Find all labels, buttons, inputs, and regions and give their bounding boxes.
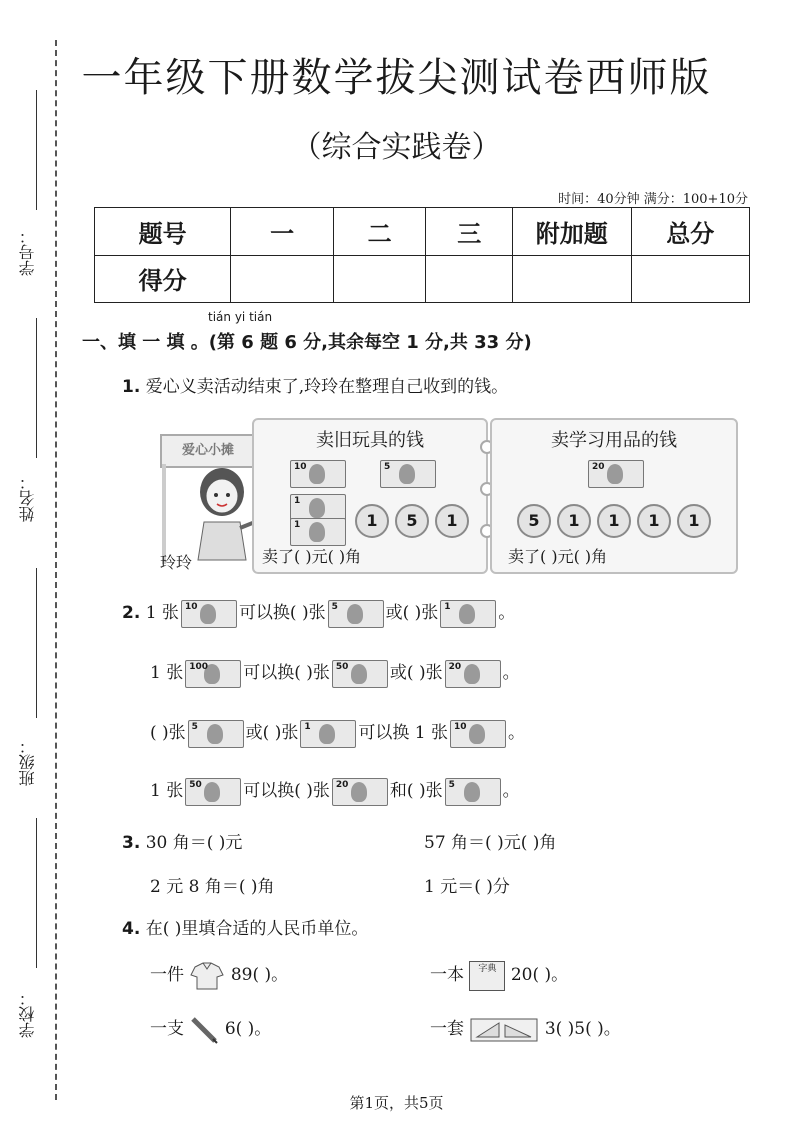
- score-input-cell[interactable]: [426, 255, 513, 303]
- table-cell: 一: [231, 208, 334, 256]
- name-line[interactable]: [36, 318, 37, 458]
- question-3-d[interactable]: 1 元＝( )分: [424, 877, 510, 897]
- answer-blank[interactable]: 卖了( )元( )角: [508, 547, 608, 566]
- text: 一件: [150, 965, 184, 985]
- question-4-a: [150, 960, 288, 991]
- score-input-cell[interactable]: [231, 255, 334, 303]
- text: 1 张: [145, 603, 179, 623]
- text: 。: [502, 781, 520, 801]
- question-4: [122, 914, 368, 939]
- question-number: 1.: [122, 377, 141, 397]
- shirt-icon: [189, 961, 225, 991]
- coin-row: [514, 504, 714, 538]
- stall-post: [162, 464, 166, 564]
- coin: 1: [597, 504, 631, 538]
- answer-blank[interactable]: 或( )张: [385, 603, 439, 623]
- banknote: 10: [288, 460, 348, 488]
- panel-title: 卖学习用品的钱: [551, 430, 677, 451]
- panel-title: 卖旧玩具的钱: [316, 430, 424, 451]
- banknote: 5: [378, 460, 438, 488]
- answer-blank[interactable]: 3( )5( )。: [544, 1019, 621, 1039]
- banknote: 5: [188, 720, 244, 748]
- answer-blank[interactable]: 20( )。: [510, 965, 569, 985]
- table-cell: 三: [426, 208, 513, 256]
- question-3-b[interactable]: 57 角＝( )元( )角: [424, 833, 557, 853]
- question-3-a[interactable]: [122, 828, 242, 853]
- answer-blank[interactable]: 可以换( )张: [243, 663, 330, 683]
- section-heading: 一、填 一 填 。(第 6 题 6 分,其余每空 1 分,共 33 分): [82, 332, 532, 353]
- table-row: [95, 255, 750, 303]
- coin: 1: [557, 504, 591, 538]
- banknote: 50: [185, 778, 241, 806]
- score-input-cell[interactable]: [513, 255, 631, 303]
- name-label: 姓名：: [18, 474, 37, 522]
- student-id-label: 学号：: [18, 228, 37, 276]
- page-title: 一年级下册数学拔尖测试卷西师版: [81, 55, 712, 101]
- ruler-set-icon: [469, 1015, 539, 1045]
- banknote: 10: [181, 600, 237, 628]
- question-2-line-4: [150, 776, 520, 806]
- banknote: 20: [445, 660, 501, 688]
- question-text: 在( )里填合适的人民币单位。: [145, 919, 369, 939]
- text: 一套: [430, 1019, 464, 1039]
- toy-money-panel: [252, 418, 488, 574]
- question-2-line-3: [150, 718, 525, 748]
- question-number: 3.: [122, 833, 141, 853]
- answer-blank[interactable]: 和( )张: [389, 781, 443, 801]
- coin: 5: [395, 504, 429, 538]
- question-number: 2.: [122, 603, 141, 623]
- question-4-c: [150, 1014, 271, 1045]
- supplies-money-panel: [490, 418, 738, 574]
- pencil-icon: [189, 1015, 219, 1045]
- class-line[interactable]: [36, 568, 37, 718]
- text: 。: [507, 723, 525, 743]
- coin: 1: [637, 504, 671, 538]
- text: 。: [502, 663, 520, 683]
- text: 1 张: [150, 781, 184, 801]
- score-table: [94, 207, 750, 303]
- answer-blank[interactable]: 可以换( )张: [238, 603, 326, 623]
- text: 一本: [430, 965, 464, 985]
- table-cell: 总分: [631, 208, 749, 256]
- answer-blank[interactable]: 或( )张: [389, 663, 443, 683]
- banknote: 1: [300, 720, 356, 748]
- dictionary-icon: 字典: [469, 961, 505, 991]
- score-input-cell[interactable]: [333, 255, 426, 303]
- question-1: [122, 372, 508, 397]
- answer-blank[interactable]: 可以换( )张: [243, 781, 330, 801]
- student-id-line[interactable]: [36, 90, 37, 210]
- text: 可以换 1 张: [358, 723, 448, 743]
- banknote: 100: [185, 660, 241, 688]
- banknote: 50: [332, 660, 388, 688]
- answer-blank[interactable]: 30 角＝( )元: [145, 833, 243, 853]
- coin: 1: [355, 504, 389, 538]
- answer-blank[interactable]: 或( )张: [245, 723, 299, 743]
- question-3-c[interactable]: 2 元 8 角＝( )角: [150, 877, 275, 897]
- table-row: [95, 208, 750, 256]
- question-4-b: [430, 960, 568, 991]
- banknote: 20: [332, 778, 388, 806]
- banknote: 5: [328, 600, 384, 628]
- question-text: 爱心义卖活动结束了,玲玲在整理自己收到的钱。: [145, 377, 509, 397]
- answer-blank[interactable]: ( )张: [150, 723, 186, 743]
- answer-blank[interactable]: 卖了( )元( )角: [262, 547, 362, 566]
- answer-blank[interactable]: 89( )。: [230, 965, 289, 985]
- answer-blank[interactable]: 6( )。: [224, 1019, 272, 1039]
- table-cell: 题号: [95, 208, 231, 256]
- coin: 5: [517, 504, 551, 538]
- question-number: 4.: [122, 919, 141, 939]
- school-label: 学校：: [18, 990, 37, 1038]
- page-subtitle: （综合实践卷）: [291, 130, 502, 165]
- banknote: 5: [445, 778, 501, 806]
- page-footer: 第1页，共5页: [349, 1094, 444, 1112]
- table-cell: 得分: [95, 255, 231, 303]
- banknote: 1: [288, 494, 348, 522]
- text: 一支: [150, 1019, 184, 1039]
- school-line[interactable]: [36, 818, 37, 968]
- banknote: 1: [288, 518, 348, 546]
- coin: 1: [435, 504, 469, 538]
- girl-name: 玲玲: [160, 553, 193, 572]
- score-input-cell[interactable]: [631, 255, 749, 303]
- table-cell: 二: [333, 208, 426, 256]
- charity-sign: 爱心小摊: [160, 434, 256, 468]
- coin: 1: [677, 504, 711, 538]
- class-label: 班级：: [18, 738, 37, 786]
- question-2-line-1: [122, 598, 515, 628]
- text: 。: [498, 603, 516, 623]
- exam-meta: 时间：40分钟 满分：100+10分: [558, 192, 748, 207]
- banknote: 1: [440, 600, 496, 628]
- table-cell: 附加题: [513, 208, 631, 256]
- question-2-line-2: [150, 658, 520, 688]
- binding-line: [55, 40, 57, 1100]
- text: 1 张: [150, 663, 184, 683]
- question-4-d: [430, 1014, 621, 1045]
- coin-row: [352, 504, 472, 538]
- banknote: 10: [450, 720, 506, 748]
- section-pinyin: tián yi tián: [208, 310, 273, 324]
- banknote: 20: [586, 460, 646, 488]
